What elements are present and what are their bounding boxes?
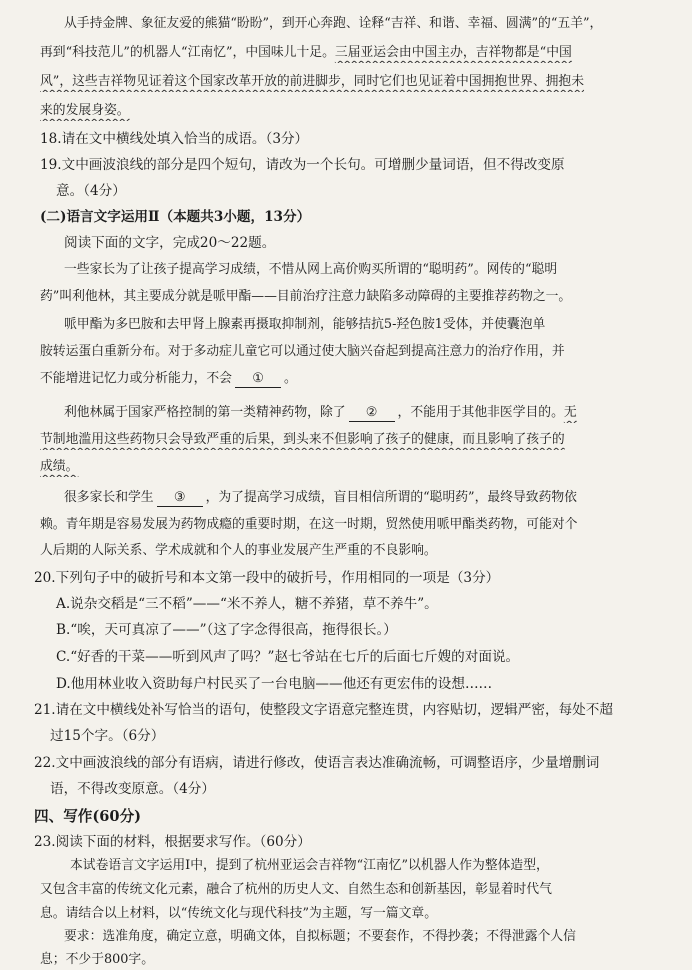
- article-line: 药”叫利他林，其主要成分就是哌甲酯——目前治疗注意力缺陷多动障碍的主要推荐药物之一。: [40, 289, 572, 304]
- option-d: D.他用林业收入资助每户村民买了一台电脑——他还有更宏伟的设想……: [56, 676, 493, 692]
- requirement-line: 要求：选准角度，确定立意，明确文体，自拟标题；不要套作，不得抄袭；不得泄露个人信: [64, 929, 576, 944]
- section-2-title: (二)语言文字运用Ⅱ（本题共3小题，13分）: [40, 209, 311, 225]
- article-text: 不能增进记忆力或分析能力，不会: [40, 371, 232, 386]
- article-line: [0, 488, 692, 508]
- instruction: 阅读下面的文字，完成20～22题。: [64, 235, 276, 251]
- wavy-underlined-text: 节制地滥用这些药物只会导致严重的后果，到头来不但影响了孩子的健康，而且影响了孩子的: [40, 432, 565, 447]
- question-21-cont: 过15个字。（6分）: [50, 728, 165, 744]
- article-line: 赖。青年期是容易发展为药物成瘾的重要时期，在这一时期，贸然使用哌甲酯类药物，可能对个: [40, 517, 578, 532]
- question-20: 20.下列句子中的破折号和本文第一段中的破折号，作用相同的一项是（3分）: [34, 570, 500, 586]
- wavy-underlined-text: 风”，这些吉祥物见证着这个国家改革开放的前进脚步，同时它们也见证着中国拥抱世界、拥抱未: [40, 74, 585, 89]
- article-text: 。: [283, 371, 297, 386]
- passage-line: 从手持金牌、象征友爱的熊猫“盼盼”，到开心奔跑、诠释“吉祥、和谐、幸福、圆满”的“五羊”，: [64, 16, 603, 31]
- article-line: [0, 369, 692, 389]
- article-line: 哌甲酯为多巴胺和去甲肾上腺素再摄取抑制剂，能够拮抗5-羟色胺1受体，并使囊泡单: [64, 317, 546, 332]
- article-line: [0, 430, 692, 450]
- passage-line: [0, 43, 692, 63]
- material-line: 又包含丰富的传统文化元素，融合了杭州的历史人文、自然生态和创新基因，彰显着时代气: [40, 882, 552, 897]
- article-line: 一些家长为了让孩子提高学习成绩，不惜从网上高价购买所谓的“聪明药”。网传的“聪明: [64, 262, 558, 277]
- question-18: 18.请在文中横线处填入恰当的成语。（3分）: [40, 131, 309, 147]
- article-text: ，不能用于其他非医学目的。: [397, 405, 564, 420]
- option-a: A.说杂交稻是“三不稻”——“米不养人，糖不养猪，草不养牛”。: [56, 596, 438, 612]
- question-23: 23.阅读下面的材料，根据要求写作。（60分）: [34, 834, 311, 850]
- article-line: 胺转运蛋白重新分布。对于多动症儿童它可以通过使大脑兴奋起到提高注意力的治疗作用，并: [40, 344, 565, 359]
- option-c: C.“好香的干菜——听到风声了吗？”赵七爷站在七斤的后面七斤嫂的对面说。: [56, 649, 520, 665]
- article-text: 利他林属于国家严格控制的第一类精神药物，除了: [64, 405, 346, 420]
- article-text: ，为了提高学习成绩，盲目相信所谓的“聪明药”，最终导致药物依: [205, 490, 577, 505]
- option-b: B.“唉，天可真凉了——”（这了字念得很高，拖得很长。）: [56, 622, 397, 638]
- article-line: [0, 457, 692, 477]
- material-line: 息。请结合以上材料，以“传统文化与现代科技”为主题，写一篇文章。: [40, 906, 437, 921]
- question-22-cont: 语，不得改变原意。（4分）: [50, 781, 215, 797]
- question-21: 21.请在文中横线处补写恰当的语句，使整段文字语意完整连贯，内容贴切，逻辑严密，每处不超: [34, 702, 613, 718]
- wavy-underlined-text: 来的发展身姿。: [40, 103, 130, 118]
- article-text: 很多家长和学生: [64, 490, 154, 505]
- blank-3: ③: [157, 490, 203, 507]
- article-line: 人后期的人际关系、学术成就和个人的事业发展产生严重的不良影响。: [40, 543, 437, 558]
- passage-text: 再到“科技范儿”的机器人“江南忆”，中国味儿十足。: [40, 45, 335, 60]
- question-19-cont: 意。（4分）: [56, 183, 126, 199]
- passage-line: [0, 101, 692, 121]
- requirement-line: 息；不少于800字。: [40, 952, 155, 967]
- material-line: 本试卷语言文字运用Ⅰ中，提到了杭州亚运会吉祥物“江南忆”以机器人作为整体造型，: [70, 858, 549, 873]
- passage-line: [0, 72, 692, 92]
- wavy-underlined-text: 成绩。: [40, 459, 79, 474]
- blank-1: ①: [235, 371, 281, 388]
- question-19: 19.文中画波浪线的部分是四个短句，请改为一个长句。可增删少量词语，但不得改变原: [40, 157, 565, 173]
- question-22: 22.文中画波浪线的部分有语病，请进行修改，使语言表达准确流畅，可调整语序，少量增删词: [34, 755, 600, 771]
- wavy-underlined-text: 无: [563, 405, 577, 420]
- section-4-title: 四、写作(60分): [34, 808, 142, 825]
- wavy-underlined-text: 三届亚运会由中国主办，吉祥物都是“中国: [334, 45, 572, 60]
- blank-2: ②: [349, 405, 395, 422]
- article-line: [0, 403, 692, 423]
